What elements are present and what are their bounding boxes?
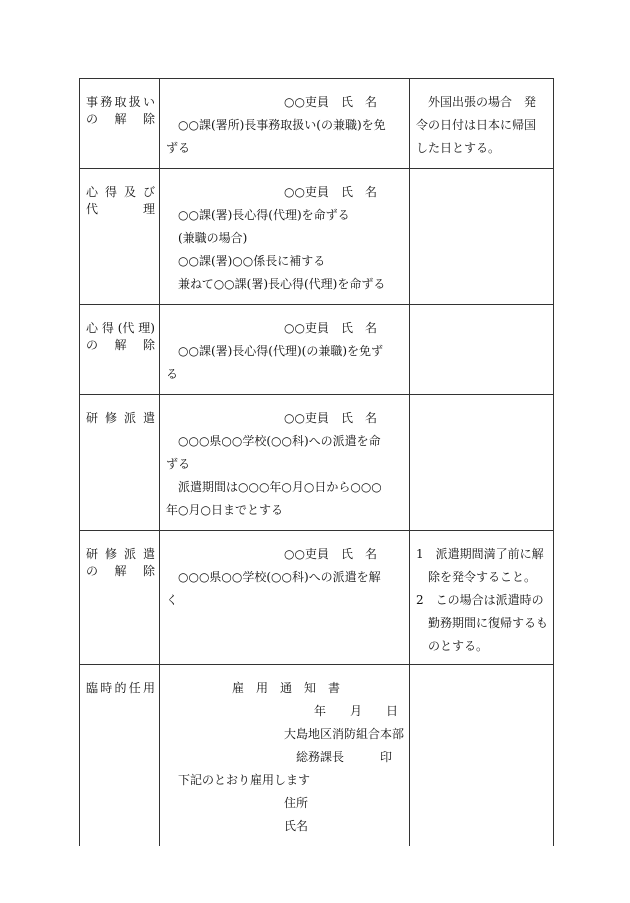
row-label-char: 務 — [100, 95, 113, 109]
row-label-char: の — [86, 112, 99, 126]
personnel-order-table — [79, 78, 554, 846]
order-text-line: 兼ねて○○課(署)長心得(代理)を命ずる — [178, 277, 386, 291]
row-label-line — [86, 410, 155, 427]
order-text-cell — [160, 169, 410, 305]
order-text-line: ずる — [166, 457, 191, 471]
row-label-char: の — [86, 564, 99, 578]
row-label-char: 事 — [86, 95, 99, 109]
order-text-line: (兼職の場合) — [178, 231, 248, 245]
row-label-char: 除 — [142, 338, 155, 352]
row-label-line — [86, 201, 155, 218]
row-label-char: 的 — [114, 681, 127, 695]
order-text-line: ○○吏員 氏 名 — [284, 185, 377, 199]
table-row — [80, 395, 554, 531]
remarks-line: 外国出張の場合 発 — [428, 95, 537, 109]
remarks-line: 2 この場合は派遣時の — [416, 593, 544, 607]
row-label-char: の — [86, 338, 99, 352]
order-text-line: ○○○県○○学校(○○科)への派遣を解 — [178, 570, 381, 584]
row-label-char: 取 — [114, 95, 127, 109]
row-label-char: 修 — [104, 547, 117, 561]
remarks-line: 1 派遣期間満了前に解 — [416, 547, 544, 561]
remarks-cell — [410, 395, 554, 531]
remarks-cell — [410, 305, 554, 395]
row-label-line — [86, 94, 155, 111]
row-label-line — [86, 546, 155, 563]
row-label-char: 用 — [142, 681, 155, 695]
order-text-line: 総務課長 印 — [296, 750, 393, 764]
order-text-line: ○○吏員 氏 名 — [284, 547, 377, 561]
order-text-line: ○○吏員 氏 名 — [284, 95, 377, 109]
row-label-cell — [80, 531, 160, 665]
order-text-line: る — [166, 367, 179, 381]
table-row — [80, 169, 554, 305]
row-label-char: 修 — [104, 411, 117, 425]
order-text-cell — [160, 665, 410, 847]
row-label-char: 時 — [100, 681, 113, 695]
row-label-char: 心 — [86, 185, 99, 199]
remarks-line: 勤務期間に復帰するも — [428, 616, 549, 630]
row-label-char: 研 — [86, 411, 99, 425]
row-label-line — [86, 680, 155, 697]
order-text-line: 大島地区消防組合本部 — [284, 727, 405, 741]
row-label-line — [86, 111, 155, 128]
remarks-cell — [410, 665, 554, 847]
table-body — [80, 79, 554, 847]
order-text-cell — [160, 79, 410, 169]
row-label-char: 解 — [114, 338, 127, 352]
row-label-char: 研 — [86, 547, 99, 561]
row-label-char: 除 — [142, 112, 155, 126]
row-label-cell — [80, 665, 160, 847]
row-label-char: 扱 — [128, 95, 141, 109]
row-label-char: 代 — [86, 202, 99, 216]
order-text-cell — [160, 531, 410, 665]
remarks-line: 令の日付は日本に帰国 — [416, 118, 537, 132]
order-text-line: ○○課(署)長心得(代理)を命ずる — [178, 208, 350, 222]
order-text-line: 住所 — [284, 796, 309, 810]
remarks-line: した日とする。 — [416, 141, 501, 155]
row-label-cell — [80, 305, 160, 395]
order-text-line: 雇 用 通 知 書 — [232, 681, 341, 695]
row-label-char: 及 — [123, 185, 136, 199]
order-text-line: 氏名 — [284, 819, 309, 833]
row-label-char: 理 — [142, 202, 155, 216]
order-text-line: ○○○県○○学校(○○科)への派遣を命 — [178, 434, 381, 448]
remarks-cell — [410, 169, 554, 305]
order-text-line: 派遣期間は○○○年○月○日から○○○ — [178, 480, 382, 494]
row-label-cell — [80, 169, 160, 305]
remarks-line: のとする。 — [428, 639, 489, 653]
row-label-char: い — [142, 95, 155, 109]
row-label-char: 解 — [114, 564, 127, 578]
order-text-line: く — [166, 593, 179, 607]
row-label-char: 任 — [128, 681, 141, 695]
row-label-char: 遣 — [142, 547, 155, 561]
order-text-line: 下記のとおり雇用します — [178, 773, 311, 787]
row-label-cell — [80, 79, 160, 169]
row-label-char: 理) — [138, 321, 155, 335]
row-label-char: び — [142, 185, 155, 199]
order-text-line: 年 月 日 — [314, 704, 399, 718]
table-row — [80, 665, 554, 847]
order-text-line: ずる — [166, 141, 191, 155]
row-label-char: 心 — [86, 321, 99, 335]
row-label-char: 派 — [123, 411, 136, 425]
order-text-line: ○○課(署所)長事務取扱い(の兼職)を免 — [178, 118, 386, 132]
row-label-char: 派 — [123, 547, 136, 561]
order-text-cell — [160, 305, 410, 395]
remarks-cell — [410, 79, 554, 169]
row-label-char: 解 — [114, 112, 127, 126]
table-row — [80, 531, 554, 665]
order-text-line: ○○吏員 氏 名 — [284, 411, 377, 425]
row-label-char: 遣 — [142, 411, 155, 425]
order-text-line: ○○課(署)長心得(代理)(の兼職)を免ず — [178, 344, 384, 358]
row-label-line — [86, 337, 155, 354]
remarks-line: 除を発令すること。 — [428, 570, 537, 584]
row-label-line — [86, 563, 155, 580]
row-label-char: 得 — [104, 185, 117, 199]
remarks-cell — [410, 531, 554, 665]
row-label-char: (代 — [117, 321, 135, 335]
row-label-line — [86, 320, 155, 337]
row-label-cell — [80, 395, 160, 531]
table-row — [80, 79, 554, 169]
row-label-char: 得 — [101, 321, 114, 335]
order-text-cell — [160, 395, 410, 531]
table-row — [80, 305, 554, 395]
order-text-line: ○○課(署)○○係長に補する — [178, 254, 326, 268]
row-label-char: 臨 — [86, 681, 99, 695]
row-label-char: 除 — [142, 564, 155, 578]
row-label-line — [86, 184, 155, 201]
order-text-line: 年○月○日までとする — [166, 503, 283, 517]
order-text-line: ○○吏員 氏 名 — [284, 321, 377, 335]
